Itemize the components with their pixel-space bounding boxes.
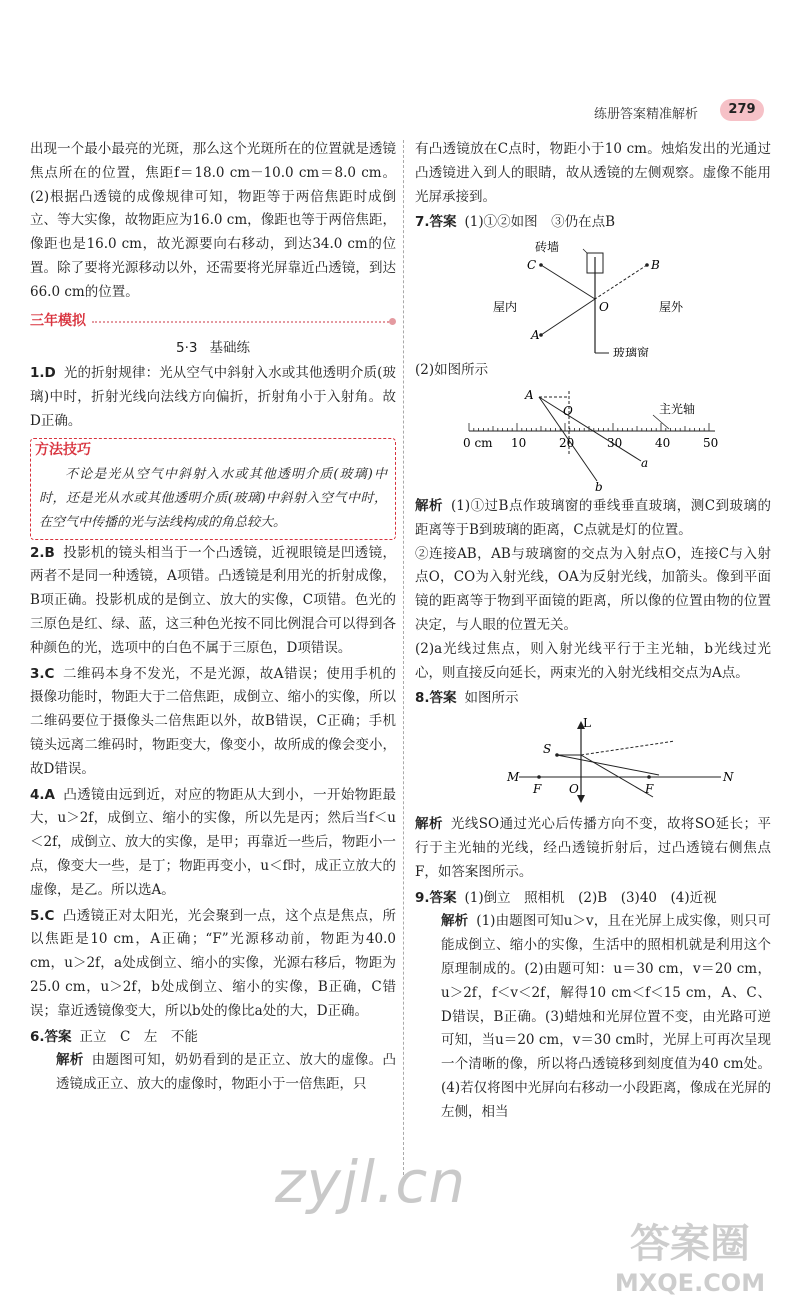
fig3-point-o: O <box>569 782 579 797</box>
brand-watermark-url: MXQE.COM <box>614 1269 766 1297</box>
ruler-tick-label: 50 <box>703 435 719 450</box>
question-7-analysis-text-3: (2)a光线过焦点，则入射光线平行于主光轴，b光线过光心，则直接反向延长，两束光的入射光线相交点为A点。 <box>415 640 771 681</box>
section-dotted-line <box>92 321 389 323</box>
question-7-analysis-label: 解析 <box>415 497 443 514</box>
question-1 <box>30 362 396 433</box>
question-9-answer <box>415 887 771 911</box>
question-9-answer-text: (1)倒立 照相机 (2)B (3)40 (4)近视 <box>464 889 717 906</box>
question-2-text: 投影机的镜头相当于一个凸透镜，近视眼镜是凹透镜，两者不是同一种透镜，A项错。凸透镜是利用光的折射成像，B项正确。投影机成的是倒立、放大的实像，C项错。色光的三原色是红、绿、蓝，这三种色光按不同比例混合可以得到各种颜色的光，选项中的白色不属于三原色，D项错误。 <box>30 544 396 656</box>
question-4-text: 凸透镜由远到近，对应的物距从大到小，一开始物距最大，u＞2f，成倒立、缩小的实像，所以先是丙；然后当f＜u＜2f，成倒立、放大的实像，是甲；再靠近一些后，物距小一点，像变大一些，是丁；物距再变小，u＜f时，成正立放大的虚像，是乙。所以选A。 <box>30 786 396 898</box>
question-9-analysis-text: (1)由题图可知u＞v，且在光屏上成实像，则只可能成倒立、缩小的实像，生活中的照相机就是利用这个原理制成的。(2)由题可知：u＝30 cm，v＝20 cm，u＞2f，f＜v＜2f，解得10 cm＜f＜15 cm，A、C、D错误，B正确。(3)蜡烛和光屏位置不变，由光路可逆可知，当u＝20 cm，v＝30 cm时，光屏上可再次呈现一个清晰的像，所以将凸透镜移到刻度值为40 cm处。(4)若仅将图中光屏向右移动一小段距离，像成在光屏的左侧，相当 <box>441 913 771 1120</box>
question-8-answer-text: 如图所示 <box>464 690 519 707</box>
question-3-text: 二维码本身不发光，不是光源，故A错误；使用手机的摄像功能时，物距大于二倍焦距，成倒立、缩小的实像，所以二维码要位于摄像头二倍焦距以外，故B错误，C正确；手机镜头远离二维码时，物距变大，像变小，故所成的像会变小，故D错误。 <box>30 665 396 777</box>
ruler-tick-label: 30 <box>607 435 623 450</box>
ruler-tick-label: 40 <box>655 435 671 450</box>
fig2-ray-a: a <box>641 455 649 470</box>
question-6-answer <box>30 1026 396 1050</box>
right-column <box>415 138 771 1125</box>
question-8-analysis-text: 光线SO通过光心后传播方向不变，故将SO延长；平行于主光轴的光线，经凸透镜折射后，过凸透镜右侧焦点F，如答案图所示。 <box>415 816 771 880</box>
section-end-dot <box>389 318 396 325</box>
fig3-focus-right: F <box>645 782 654 797</box>
method-tip-label: 方法技巧 <box>35 439 91 463</box>
question-5-text: 凸透镜正对太阳光，光会聚到一点，这个点是焦点，所以焦距是10 cm，A正确；“F”光源移动前，物距为40.0 cm，u＞2f，a处成倒立、缩小的实像，光源右移后，物距为25.0 cm，u＞2f，b处成倒立、缩小的实像，B正确，C错误；靠近透镜像变大，所以b处的像比a处的大，D正确。 <box>30 907 396 1019</box>
fig1-brick-label: 砖墙 <box>535 240 560 255</box>
fig3-lens-label: L <box>583 716 591 731</box>
question-6-number: 6.答案 <box>30 1028 72 1045</box>
figure-convex-lens <box>415 713 771 811</box>
fig2-point-a: A <box>525 387 534 402</box>
ruler-tick-label: 10 <box>511 435 527 450</box>
question-7-number: 7.答案 <box>415 214 457 231</box>
brand-watermark-name: 答案圈 <box>630 1221 750 1267</box>
question-3 <box>30 663 396 782</box>
question-1-text: 光的折射规律：光从空气中斜射入水或其他透明介质(玻璃)中时，折射光线向法线方向偏折，折射角小于入射角。故D正确。 <box>30 365 396 429</box>
section-label: 三年模拟 <box>30 312 86 329</box>
fig1-outdoor-label: 屋外 <box>659 300 684 315</box>
column-divider <box>403 140 404 1175</box>
fig1-window-label: 玻璃窗 <box>613 346 650 358</box>
figure-lens-axis <box>415 385 771 493</box>
page-number-badge: 279 <box>720 99 764 121</box>
fig1-point-o: O <box>599 300 609 315</box>
question-1-number: 1.D <box>30 365 56 382</box>
method-tip-box <box>30 438 396 540</box>
fig2-ray-b: b <box>595 479 603 493</box>
question-7-part2: (2)如图所示 <box>415 362 489 379</box>
question-2-number: 2.B <box>30 544 55 561</box>
question-9-analysis-label: 解析 <box>441 913 469 930</box>
ruler-labels <box>463 436 718 450</box>
fig3-point-s: S <box>543 742 552 757</box>
brand-watermark <box>610 1212 770 1297</box>
fig1-point-b: B <box>651 258 660 273</box>
subsection-name: 基础练 <box>209 339 250 356</box>
section-bar <box>30 309 396 335</box>
question-6-analysis-label: 解析 <box>56 1052 84 1069</box>
method-tip-text: 不论是光从空气中斜射入水或其他透明介质(玻璃)中时，还是光从水或其他透明介质(玻璃)中斜射入空气中时，在空气中传播的光与法线构成的角总较大。 <box>39 466 387 530</box>
question-6-answer-text: 正立 C 左 不能 <box>79 1028 198 1045</box>
ruler-ticks <box>469 423 709 431</box>
question-3-number: 3.C <box>30 665 55 682</box>
continued-answer-text: 出现一个最小最亮的光斑，那么这个光斑所在的位置就是透镜焦点所在的位置，焦距f＝18.0 cm－10.0 cm＝8.0 cm。(2)根据凸透镜的成像规律可知，物距等于两倍焦距时成倒立、等大实像，故物距应为16.0 cm，像距也等于两倍焦距，像距也是16.0 cm，故光源要向右移动，到达34.0 cm的位置。除了要将光源移动以外，还需要将光屏靠近凸透镜，到达66.0 cm的位置。 <box>30 141 396 300</box>
fig3-focus-left: F <box>533 782 542 797</box>
left-column <box>30 138 396 1097</box>
question-2 <box>30 542 396 661</box>
question-7-analysis-text-1: (1)①过B点作玻璃窗的垂线垂直玻璃，测C到玻璃的距离等于B到玻璃的距离，C点就是灯的位置。 <box>415 497 771 538</box>
question-6-analysis <box>30 1049 396 1097</box>
figure-window-reflection <box>415 237 771 357</box>
fig1-point-c: C <box>527 258 537 273</box>
question-9-analysis <box>415 910 771 1124</box>
ruler-tick-label: 20 <box>559 435 575 450</box>
question-9-number: 9.答案 <box>415 889 457 906</box>
question-5 <box>30 905 396 1024</box>
question-8-answer <box>415 687 771 711</box>
subsection-title <box>30 337 396 361</box>
question-5-number: 5.C <box>30 907 55 924</box>
fig1-indoor-label: 屋内 <box>493 300 518 315</box>
fig2-point-o: O <box>563 403 573 418</box>
fig2-axis-label: 主光轴 <box>659 401 696 416</box>
site-watermark: zyjl.cn <box>275 1148 467 1216</box>
fig3-point-n: N <box>723 770 734 785</box>
question-7-analysis-text-2: ②连接AB，AB与玻璃窗的交点为入射点O，连接C与入射点O，CO为入射光线，OA为反射光线，加箭头。像到平面镜的距离等于物到平面镜的距离，所以像的位置由物的位置决定，与人眼的位置无关。 <box>415 545 771 633</box>
question-8-number: 8.答案 <box>415 690 457 707</box>
continued-answer-text-right: 有凸透镜放在C点时，物距小于10 cm。烛焰发出的光通过凸透镜进入到人的眼睛，故从透镜的左侧观察。虚像不能用光屏承接到。 <box>415 141 771 205</box>
fig3-point-m: M <box>507 770 520 785</box>
header-title: 练册答案精准解析 <box>594 107 699 122</box>
question-4-number: 4.A <box>30 786 55 803</box>
ruler-tick-label: 0 cm <box>463 435 493 450</box>
question-4 <box>30 784 396 903</box>
subsection-number: 5·3 <box>176 339 198 356</box>
question-7-answer-text: (1)①②如图 ③仍在点B <box>464 214 616 231</box>
question-6-analysis-text: 由题图可知，奶奶看到的是正立、放大的虚像。凸透镜成正立、放大的虚像时，物距小于一倍焦距，只 <box>56 1052 397 1093</box>
question-7-analysis-1 <box>415 495 771 543</box>
question-8-analysis <box>415 813 771 884</box>
question-7-answer <box>415 211 771 235</box>
question-8-analysis-label: 解析 <box>415 816 443 833</box>
fig1-point-a: A <box>531 328 540 343</box>
